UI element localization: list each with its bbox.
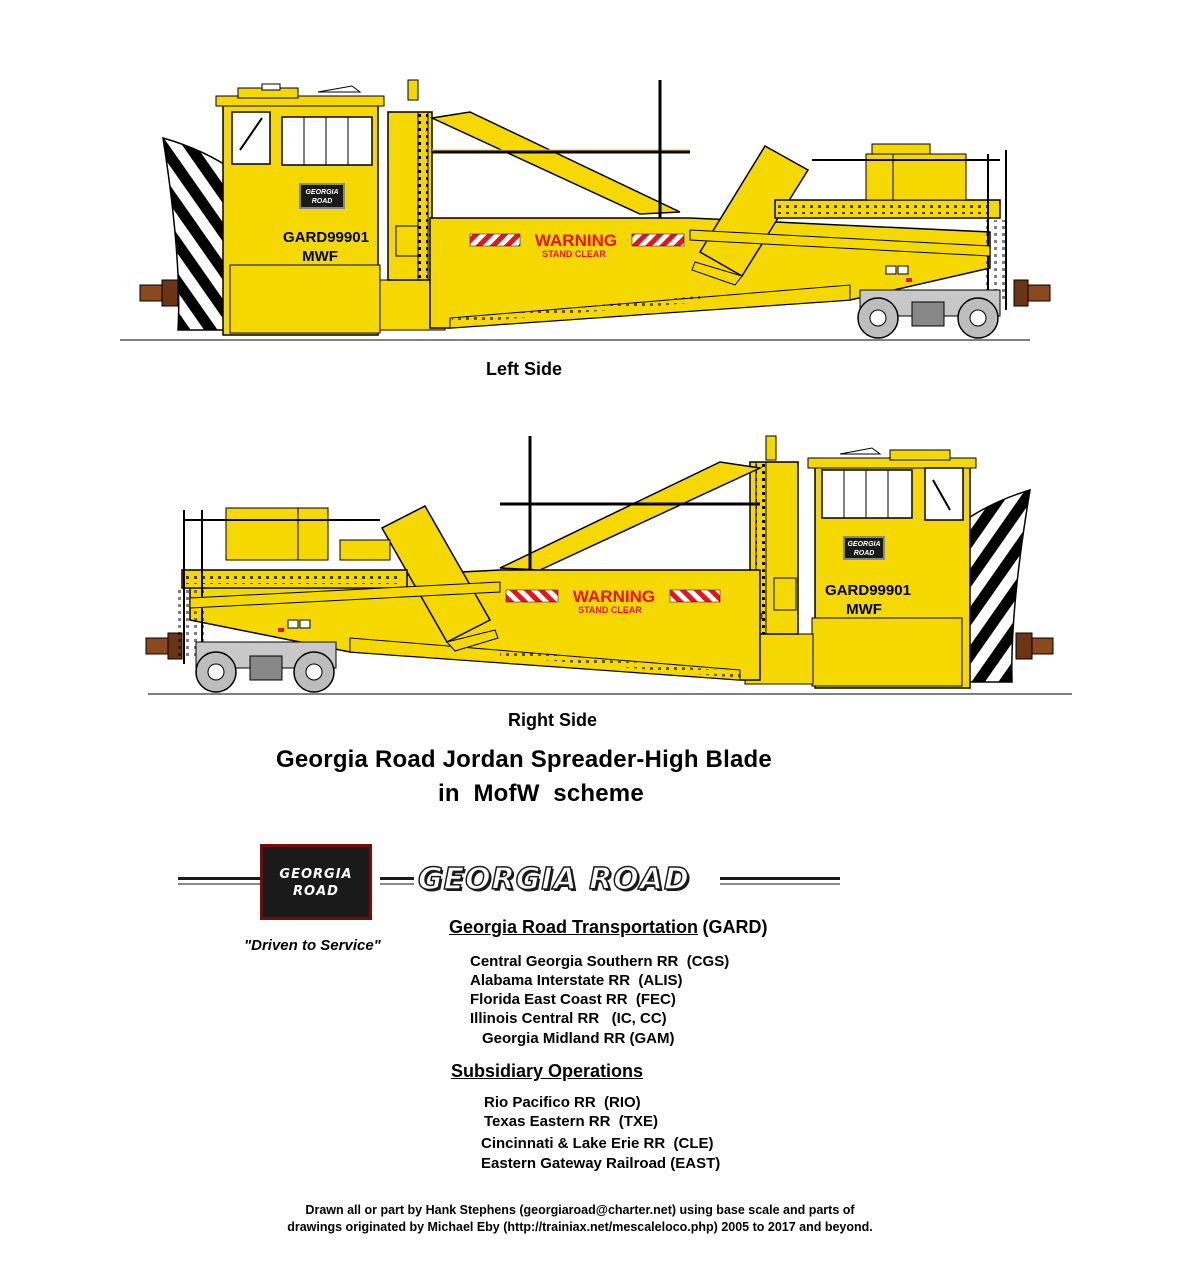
reporting-mark: GARD99901 <box>283 229 369 246</box>
logo-box-line-2: ROAD <box>293 884 339 899</box>
logo-box-line-1: GEORGIA <box>279 867 353 882</box>
right-side-drawing <box>0 420 1182 720</box>
warning-stripe-right <box>632 234 684 246</box>
warning-text: WARNING <box>572 587 656 606</box>
svg-text:GEORGIA: GEORGIA <box>305 189 339 196</box>
warning-stripe-left <box>470 234 520 246</box>
logo-rule-right <box>720 876 840 888</box>
page-title-line-2: in MofW scheme <box>438 780 644 807</box>
front-coupler <box>140 280 178 306</box>
stand-clear-text: STAND CLEAR <box>542 249 606 259</box>
truss-brace <box>500 462 760 570</box>
warning-stripe-right <box>670 590 720 602</box>
georgia-road-logo-box <box>260 844 372 920</box>
railroad-item: Alabama Interstate RR (ALIS) <box>470 972 683 989</box>
railroads-heading-suffix: (GARD) <box>702 917 768 937</box>
subsidiary-item: Rio Pacifico RR (RIO) <box>484 1094 641 1111</box>
cab-side-windows <box>822 470 912 518</box>
page-title-line-1: Georgia Road Jordan Spreader-High Blade <box>276 746 772 773</box>
rear-truck <box>858 290 1000 338</box>
georgia-road-wordmark: GEORGIA ROAD <box>418 862 690 897</box>
horn-icon <box>318 86 360 92</box>
reporting-mark: GARD99901 <box>825 582 911 599</box>
left-side-caption: Left Side <box>486 359 563 379</box>
subsidiary-item: Cincinnati & Lake Erie RR (CLE) <box>481 1135 714 1152</box>
front-coupler <box>1016 633 1053 659</box>
svg-text:ROAD: ROAD <box>853 550 875 557</box>
subsidiary-item: Texas Eastern RR (TXE) <box>484 1113 658 1130</box>
cab-door-window <box>232 112 270 164</box>
logo-rule-left <box>178 876 260 888</box>
slogan: "Driven to Service" <box>244 937 381 954</box>
stand-clear-text: STAND CLEAR <box>578 605 642 615</box>
railroad-item: Central Georgia Southern RR (CGS) <box>470 953 730 970</box>
railroad-item: Georgia Midland RR (GAM) <box>482 1030 675 1047</box>
right-side-caption: Right Side <box>508 710 597 730</box>
class-code: MWF <box>846 601 882 618</box>
credits-line-2: drawings originated by Michael Eby (http://trainiax.net/mescaleloco.php) 2005 to 2017 and beyond. <box>287 1220 873 1234</box>
railroads-heading: Georgia Road Transportation <box>449 917 699 937</box>
class-code: MWF <box>302 248 338 265</box>
truss-brace <box>432 112 680 214</box>
railroad-item: Illinois Central RR (IC, CC) <box>470 1010 667 1027</box>
railroads-heading-row <box>449 917 767 938</box>
left-side-drawing <box>0 0 1182 350</box>
logo-rule-mid <box>380 876 414 888</box>
subsidiary-item: Eastern Gateway Railroad (EAST) <box>481 1155 721 1172</box>
credits-line-1: Drawn all or part by Hank Stephens (georgiaroad@charter.net) using base scale and parts of <box>305 1203 855 1217</box>
equipment-box <box>226 508 328 560</box>
warning-stripe-left <box>506 590 558 602</box>
rear-coupler <box>1014 280 1050 306</box>
svg-text:GEORGIA: GEORGIA <box>847 541 881 548</box>
rear-coupler <box>146 633 182 659</box>
subsidiaries-heading: Subsidiary Operations <box>451 1061 644 1081</box>
horn-icon <box>840 448 880 454</box>
rear-truck <box>196 642 336 692</box>
svg-text:ROAD: ROAD <box>311 198 333 205</box>
cab-door-window <box>925 468 963 520</box>
cab-side-windows <box>282 117 372 165</box>
warning-text: WARNING <box>534 231 618 250</box>
railroad-item: Florida East Coast RR (FEC) <box>470 991 676 1008</box>
